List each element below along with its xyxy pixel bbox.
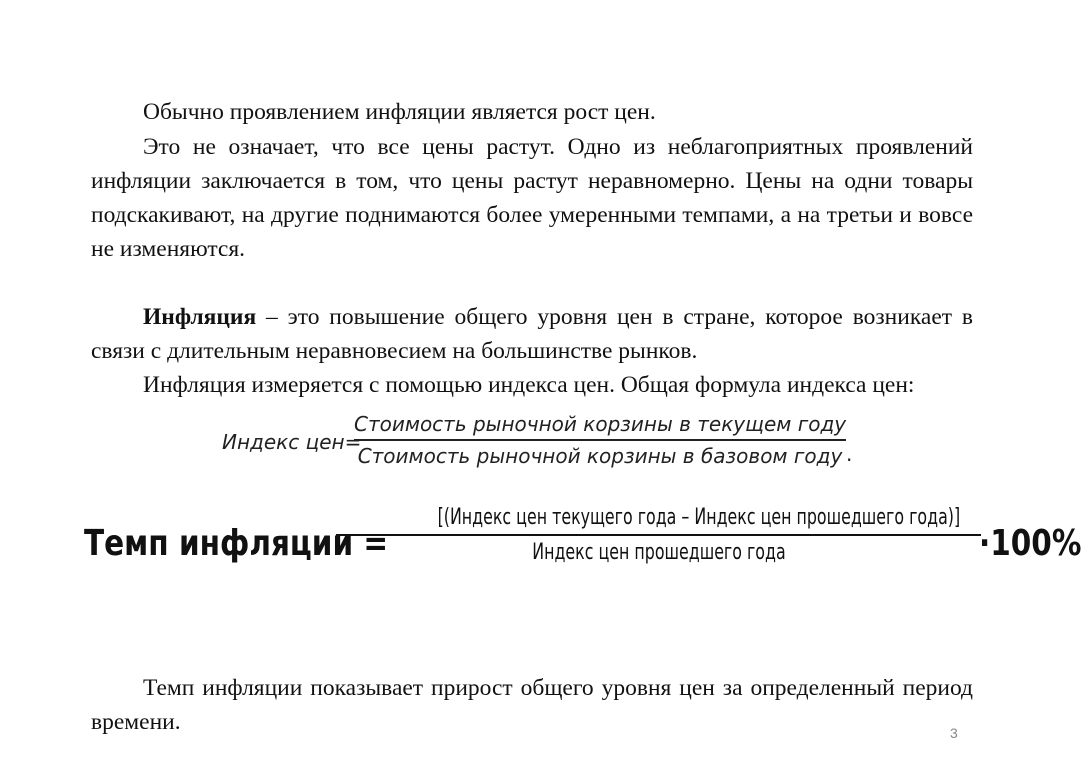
- formula-multiplier: ·100%: [979, 523, 1081, 564]
- term-inflation: Инфляция: [143, 304, 257, 330]
- slide-number: 3: [950, 725, 958, 741]
- formula-denominator: Стоимость рыночной корзины в базовом году: [357, 444, 843, 468]
- fraction-bar: [354, 439, 846, 441]
- formula-numerator: [(Индекс цен текущего года – Индекс цен прошедшего года)]: [437, 505, 961, 530]
- paragraph-inflation-rate-meaning: Темп инфляции показывает прирост общего уровня цен за определенный период времени.: [91, 675, 973, 735]
- formula-denominator: Индекс цен прошедшего года: [531, 540, 786, 565]
- paragraph-inflation-definition: [91, 300, 973, 368]
- paragraph-uneven-prices: Это не означает, что все цены растут. Одно из неблагоприятных проявлений инфляции заключается в том, что цены растут неравномерно. Цены на одни товары подскакивают, на другие поднимаются более умеренными темпами, а на третьи и вовсе не изменяются.: [91, 134, 973, 262]
- formula-trailing-dot: .: [846, 442, 853, 466]
- fraction-bar: [336, 534, 981, 536]
- formula-lhs: Темп инфляции =: [84, 523, 389, 564]
- formula-numerator: Стоимость рыночной корзины в текущем году: [354, 412, 847, 436]
- paragraph-price-index-intro: Инфляция измеряется с помощью индекса цен. Общая формула индекса цен:: [143, 372, 915, 398]
- price-index-formula: [218, 404, 858, 484]
- paragraph-intro: Обычно проявлением инфляции является рост цен.: [143, 99, 656, 125]
- definition-text: – это повышение общего уровня цен в стране, которое возникает в связи с длительным неравновесием на большинстве рынков.: [91, 304, 973, 364]
- inflation-rate-formula: [84, 505, 1081, 595]
- formula-fraction: [354, 412, 846, 468]
- formula-fraction: [336, 505, 981, 565]
- formula-lhs: Индекс цен=: [222, 430, 362, 454]
